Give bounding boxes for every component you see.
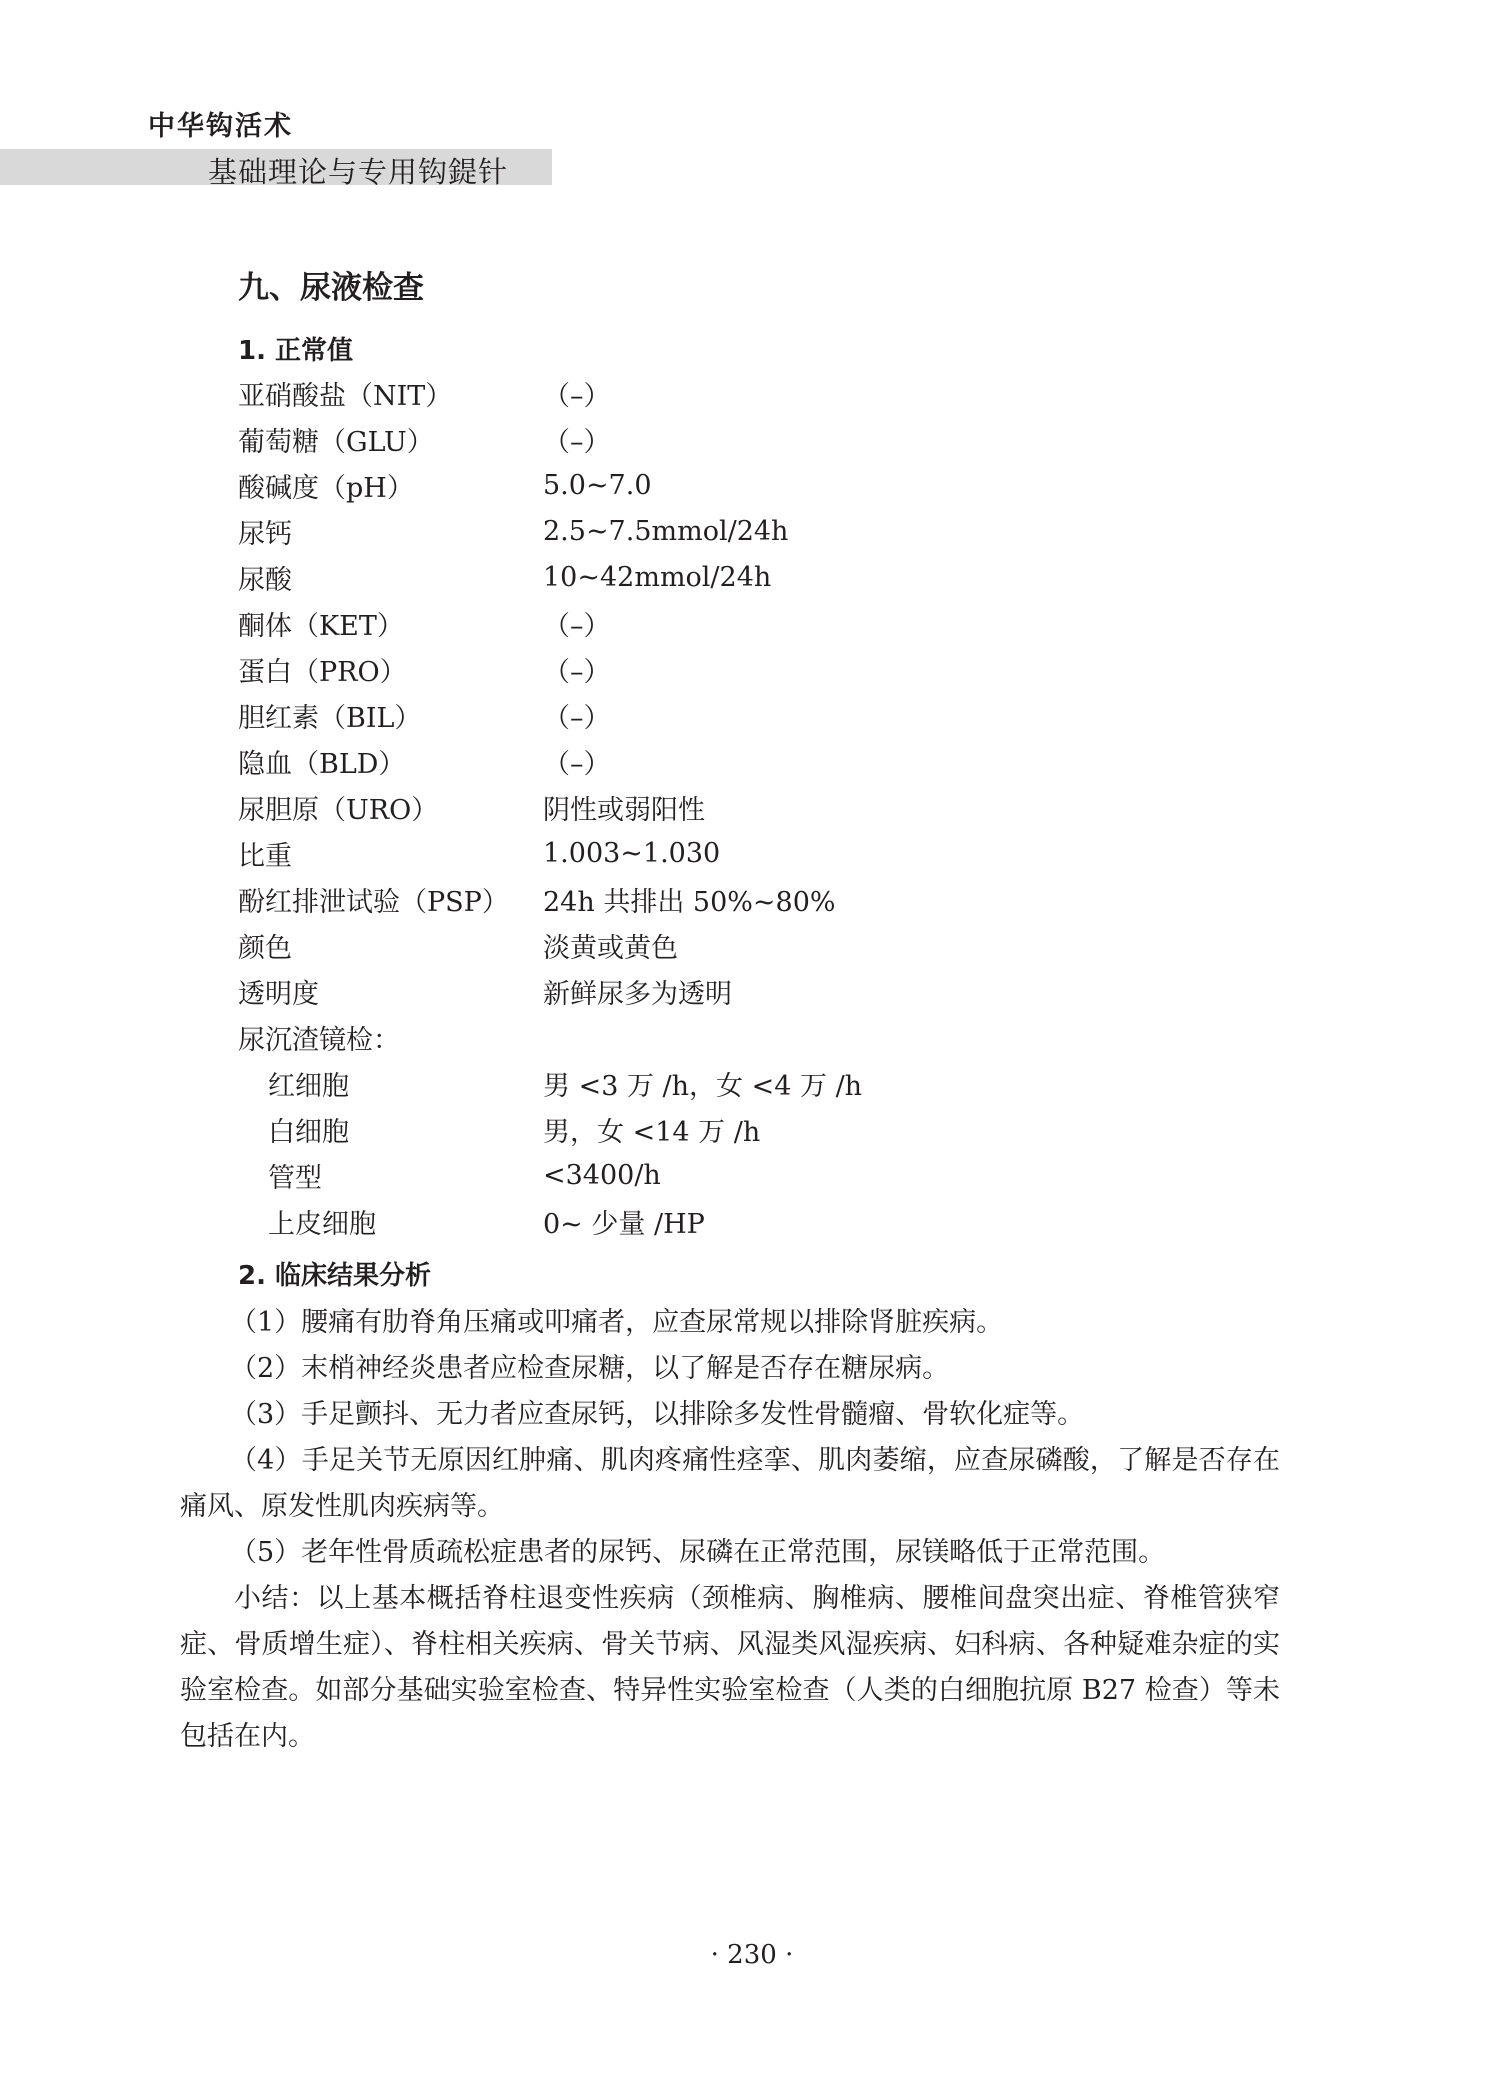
item-value: （–） <box>543 380 611 412</box>
table-row <box>238 416 1138 462</box>
item-value: 男，女 <14 万 /h <box>543 1116 761 1148</box>
normal-values-heading: 1. 正常值 <box>238 336 354 366</box>
item-name: 酚红排泄试验（PSP） <box>238 886 509 918</box>
item-value: （–） <box>543 610 611 642</box>
item-value: 1.003~1.030 <box>543 837 721 869</box>
book-series-title: 中华钩活术 <box>148 111 293 142</box>
item-name: 红细胞 <box>268 1070 349 1102</box>
analysis-item: （1）腰痛有肋脊角压痛或叩痛者，应查尿常规以排除肾脏疾病。 <box>230 1307 1004 1338</box>
analysis-item: （3）手足颤抖、无力者应查尿钙，以排除多发性骨髓瘤、骨软化症等。 <box>230 1399 1085 1430</box>
item-name: 酮体（KET） <box>238 610 404 642</box>
section-title: 九、尿液检查 <box>238 270 424 306</box>
item-name: 尿酸 <box>238 564 292 596</box>
analysis-item: （5）老年性骨质疏松症患者的尿钙、尿磷在正常范围，尿镁略低于正常范围。 <box>230 1537 1166 1568</box>
table-row <box>238 370 1138 416</box>
item-name: 尿沉渣镜检： <box>238 1024 400 1056</box>
analysis-heading: 2. 临床结果分析 <box>238 1261 432 1291</box>
item-name: 比重 <box>238 840 292 872</box>
item-value: 男 <3 万 /h，女 <4 万 /h <box>543 1070 863 1102</box>
item-value: （–） <box>543 426 611 458</box>
book-title: 基础理论与专用钩鍉针 <box>208 155 509 189</box>
item-value: 阴性或弱阳性 <box>543 794 705 826</box>
item-value: 10~42mmol/24h <box>543 561 772 593</box>
table-row <box>238 876 1138 922</box>
table-row <box>238 830 1138 876</box>
item-value: <3400/h <box>543 1159 661 1191</box>
table-row <box>238 1106 1138 1152</box>
table-row <box>238 1014 1138 1060</box>
page-number: · 230 · <box>710 1940 794 1970</box>
summary-paragraph: 小结：以上基本概括脊柱退变性疾病（颈椎病、胸椎病、腰椎间盘突出症、脊椎管狭窄症、骨质增生症）、脊柱相关疾病、骨关节病、风湿类风湿疾病、妇科病、各种疑难杂症的实验室检查。如部分基础实验室检查、特异性实验室检查（人类的白细胞抗原 B27 检查）等未包括在内。 <box>180 1583 1280 1752</box>
item-name: 白细胞 <box>268 1116 349 1148</box>
table-row <box>238 600 1138 646</box>
item-value: 0~ 少量 /HP <box>543 1208 705 1240</box>
item-name: 管型 <box>268 1162 322 1194</box>
analysis-list <box>180 1300 1280 1760</box>
item-name: 尿胆原（URO） <box>238 794 439 826</box>
item-name: 隐血（BLD） <box>238 748 406 780</box>
table-row <box>238 1152 1138 1198</box>
analysis-item: （4）手足关节无原因红肿痛、肌肉疼痛性痉挛、肌肉萎缩，应查尿磷酸，了解是否存在痛风、原发性肌肉疾病等。 <box>180 1445 1280 1522</box>
table-row <box>238 692 1138 738</box>
item-value: 2.5~7.5mmol/24h <box>543 515 789 547</box>
item-name: 蛋白（PRO） <box>238 656 407 688</box>
table-row <box>238 922 1138 968</box>
item-name: 尿钙 <box>238 518 292 550</box>
table-row <box>238 738 1138 784</box>
table-row <box>238 1060 1138 1106</box>
analysis-item: （2）末梢神经炎患者应检查尿糖，以了解是否存在糖尿病。 <box>230 1353 950 1384</box>
item-name: 上皮细胞 <box>268 1208 376 1240</box>
item-value: （–） <box>543 656 611 688</box>
item-value: 淡黄或黄色 <box>543 932 678 964</box>
item-name: 亚硝酸盐（NIT） <box>238 380 453 412</box>
table-row <box>238 1198 1138 1244</box>
item-name: 酸碱度（pH） <box>238 472 414 504</box>
item-value: （–） <box>543 702 611 734</box>
item-name: 胆红素（BIL） <box>238 702 422 734</box>
item-name: 颜色 <box>238 932 292 964</box>
table-row <box>238 784 1138 830</box>
table-row <box>238 646 1138 692</box>
item-value: 24h 共排出 50%~80% <box>543 886 836 918</box>
item-name: 透明度 <box>238 978 319 1010</box>
item-value: 新鲜尿多为透明 <box>543 978 732 1010</box>
item-value: （–） <box>543 748 611 780</box>
table-row <box>238 508 1138 554</box>
item-value: 5.0~7.0 <box>543 469 652 501</box>
item-name: 葡萄糖（GLU） <box>238 426 434 458</box>
table-row <box>238 968 1138 1014</box>
normal-values-table <box>238 370 1138 1244</box>
table-row <box>238 554 1138 600</box>
table-row <box>238 462 1138 508</box>
